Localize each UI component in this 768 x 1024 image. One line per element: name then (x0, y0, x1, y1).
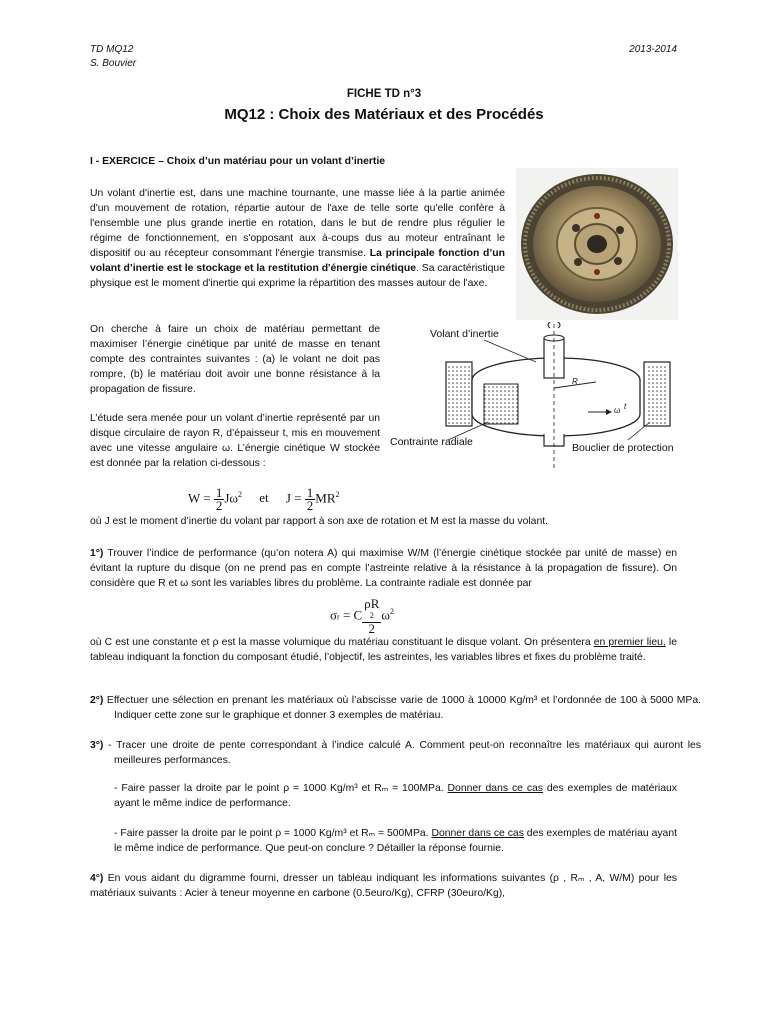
formula-w-lhs: W = (188, 490, 211, 506)
header-course: TD MQ12 (90, 44, 134, 55)
radial-stress-formula (330, 598, 394, 635)
formula-j-rhs: MR (315, 490, 336, 506)
formula-w-rhs: Jω (224, 490, 238, 506)
q3-number: 3°) (90, 740, 104, 751)
question-1-followup (90, 635, 677, 665)
study-paragraph: L’étude sera menée pour un volant d’inertie représenté par un disque circulaire de rayon R, d’épaisseur t, mis en mouvement avec une vitesse angulaire ω. L’énergie cinétique W stockée est donnée par la relation ci-dessous : (90, 413, 380, 469)
label-bouclier: Bouclier de protection (572, 442, 674, 454)
question-3-sub1 (114, 781, 677, 811)
label-omega: ω (614, 406, 621, 415)
page-title: MQ12 : Choix des Matériaux et des Procédés (224, 106, 544, 123)
formula-tail-exp: 2 (389, 607, 394, 617)
q1-text: Trouver l’indice de performance (qu’on notera A) qui maximise W/M (l’énergie cinétique stockée par unité de masse) en évitant la rupture du disque (on ne prend pas en compte l’astreinte relative à la résistance à la propagation de fissure). On considère que R et ω sont les variables libres du problème. La contrainte radiale est donnée par (90, 548, 677, 589)
formula-j-lhs: J = (285, 490, 302, 506)
label-volant: Volant d’inertie (430, 328, 499, 340)
formula-num-exp: 2 (369, 611, 374, 620)
q3-sub2-end: des exemples de matériau ayant le même indice de performance. Que peut-on conclure ? Détailler la réponse fournie. (114, 828, 677, 854)
formula-num: ρR (364, 596, 380, 611)
q3-sub2-text: - Faire passer la droite par le point ρ = 1000 Kg/m³ et Rₘ = 500MPa. (114, 828, 432, 839)
header-year: 2013-2014 (629, 44, 677, 55)
formula-w-exp: 2 (238, 490, 242, 500)
q3-sub2-underline: Donner dans ce cas (431, 828, 524, 839)
question-1 (90, 546, 677, 591)
formula-j-den: 2 (306, 498, 314, 513)
kinetic-energy-formula (188, 487, 340, 512)
flywheel-diagram (388, 322, 688, 472)
q1-text-c: le tableau indiquant la fonction du composant étudié, l’objectif, les astreintes, les variables libres et fixes du problème traité. (90, 637, 677, 663)
question-3-sub2 (114, 826, 677, 856)
intro-paragraph (90, 186, 505, 291)
intro-text-end: . Sa caractéristique physique est le moment d'inertie qui exprime la répartition des masses autour de l'axe. (90, 263, 505, 289)
label-t: t (624, 402, 627, 411)
formula-sigma-sub: r (337, 612, 340, 622)
question-4 (90, 871, 677, 901)
label-contrainte: Contrainte radiale (390, 436, 473, 448)
formula-tail: ω (381, 607, 390, 623)
q1-text-b: où C est une constante et ρ est la masse volumique du matériau constituant le disque volant. On présentera (90, 637, 594, 648)
formula-w-num: 1 (215, 485, 223, 500)
formula-sep: et (259, 490, 269, 506)
q4-number: 4°) (90, 873, 104, 884)
q2-text: Effectuer une sélection en prenant les matériaux où l’abscisse varie de 1000 à 10000 Kg/m³ et l’ordonnée de 100 à 5000 MPa. Indiquer cette zone sur le graphique et donner 3 exemples de matériau. (103, 695, 701, 721)
header-author: S. Bouvier (90, 58, 137, 69)
flywheel-photo (516, 168, 678, 320)
formula-w-den: 2 (215, 498, 223, 513)
fiche-title: FICHE TD n°3 (346, 88, 422, 100)
label-r: R (572, 377, 578, 386)
q1-number: 1°) (90, 548, 104, 559)
formula-j-exp: 2 (335, 490, 340, 500)
section-heading: I - EXERCICE – Choix d’un matériau pour un volant d’inertie (90, 156, 386, 167)
constraints-paragraph: On cherche à faire un choix de matériau permettant de maximiser l’énergie cinétique par unité de masse en tenant compte des contraintes suivantes : (a) le volant ne doit pas rompre, (b) le matériau doit avoir une bonne résistance à la propagation de fissure. (90, 324, 380, 395)
q1-underline: en premier lieu, (593, 637, 666, 648)
intro-text: Un volant d'inertie est, dans une machine tournante, une masse liée à la partie animée d'un mouvement de rotation, répartie autour de l'axe de telle sorte qu'elle confère à l'ensemble une plus grande inertie en rotation, dans le but de rendre plus régulier le régime de fonctionnement, en s'opposant aux à-coups dus au moteur entraînant le dispositif ou au récepteur consommant l'énergie transmise. (90, 188, 505, 259)
formula-den: 2 (368, 621, 376, 636)
q4-text: En vous aidant du digramme fourni, dresser un tableau indiquant les informations suivantes (ρ , Rₘ , A, W/M) pour les matériaux suivants : Acier à teneur moyenne en carbone (0.5euro/Kg), CFRP (30euro/Kg), (90, 873, 677, 899)
question-3 (90, 738, 701, 768)
formula-eq: = C (342, 607, 363, 623)
q2-number: 2°) (90, 695, 104, 706)
q3-text: - Tracer une droite de pente correspondant à l’indice calculé A. Comment peut-on reconnaître les matériaux qui auront les meilleures performances. (103, 740, 701, 766)
q3-sub1-text: - Faire passer la droite par le point ρ = 1000 Kg/m³ et Rₘ = 100MPa. (114, 783, 448, 794)
formula-sigma: σ (330, 607, 338, 623)
intro-bold-text: La principale fonction d’un volant d’inertie est le stockage et la restitution d'énergie cinétique (90, 248, 505, 274)
q3-sub1-end: des exemples de matériaux ayant le même indice de performance. (114, 783, 677, 809)
inertia-paragraph: où J est le moment d’inertie du volant par rapport à son axe de rotation et M est la masse du volant. (90, 516, 549, 527)
formula-j-num: 1 (306, 485, 314, 500)
question-2 (90, 693, 701, 723)
q3-sub1-underline: Donner dans ce cas (447, 783, 543, 794)
